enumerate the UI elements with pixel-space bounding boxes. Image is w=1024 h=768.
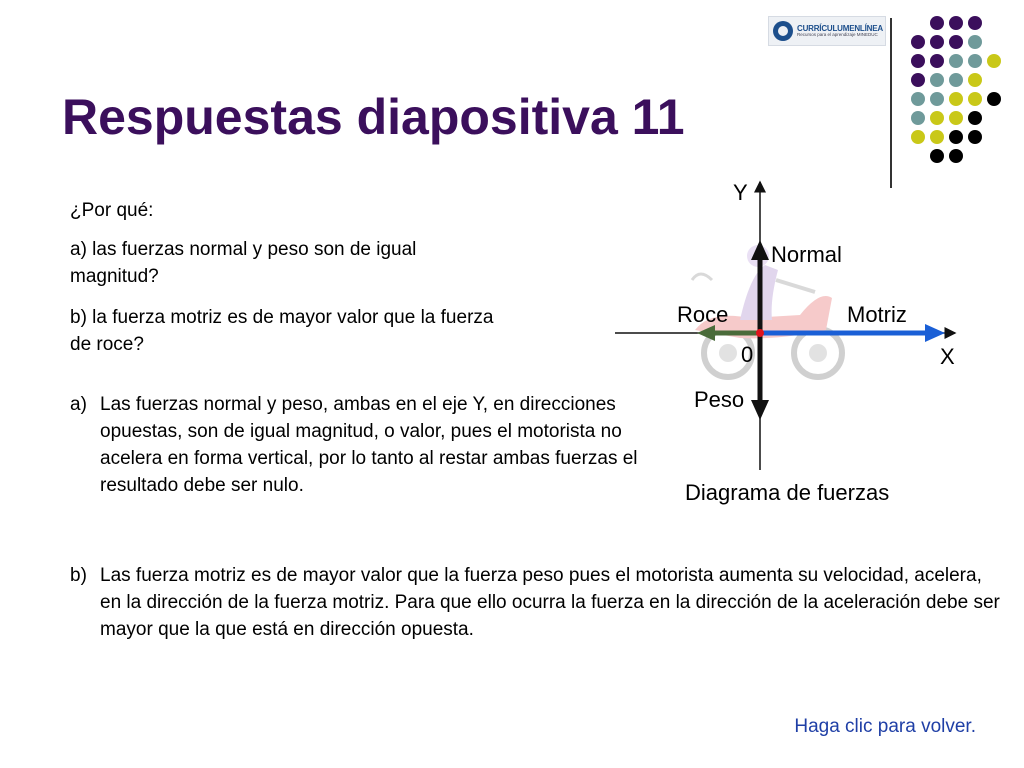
decorative-dot xyxy=(930,111,944,125)
logo-mark-icon xyxy=(773,21,793,41)
decorative-dot xyxy=(911,111,925,125)
diagram-caption: Diagrama de fuerzas xyxy=(685,480,890,505)
page-title: Respuestas diapositiva 11 xyxy=(62,89,685,145)
decorative-dot xyxy=(949,73,963,87)
question-heading: ¿Por qué: xyxy=(70,200,154,221)
decorative-dot xyxy=(949,35,963,49)
answer-a-text: Las fuerzas normal y peso, ambas en el eje Y, en direcciones opuestas, son de igual magnitud, o valor, pues el motorista no acelera en forma vertical, por lo tanto al restar ambas fuerzas el resultado debe ser nulo. xyxy=(100,394,638,496)
y-axis-label: Y xyxy=(733,180,748,205)
x-axis-label: X xyxy=(940,344,955,369)
origin-point xyxy=(756,329,764,337)
normal-label: Normal xyxy=(771,242,842,267)
decorative-dot xyxy=(949,54,963,68)
decorative-dot xyxy=(949,92,963,106)
decorative-dot xyxy=(968,35,982,49)
drive-label: Motriz xyxy=(847,302,907,327)
logo-text xyxy=(797,25,883,38)
weight-arrowhead xyxy=(751,400,769,420)
decorative-dot xyxy=(930,149,944,163)
decorative-dot xyxy=(987,92,1001,106)
logo-tagline: Recursos para el aprendizaje MINEDUC xyxy=(797,31,878,37)
back-link[interactable]: Haga clic para volver. xyxy=(794,716,976,737)
decorative-dots xyxy=(908,14,1008,164)
decorative-dot xyxy=(930,35,944,49)
drive-force-arrowhead xyxy=(925,324,945,342)
question-b: b) la fuerza motriz es de mayor valor que la fuerza de roce? xyxy=(70,307,494,355)
origin-label: 0 xyxy=(741,342,754,367)
answer-b-text: Las fuerza motriz es de mayor valor que la fuerza peso pues el motorista aumenta su velocidad, acelera, en la dirección de la fuerza motriz. Para que ello ocurra la fuerza en la dirección de la aceleración debe ser mayor que la que está en dirección opuesta. xyxy=(100,565,1000,640)
answer-b-label: b) xyxy=(70,565,87,586)
decorative-dot xyxy=(930,73,944,87)
header-divider xyxy=(890,18,892,188)
decorative-dot xyxy=(949,130,963,144)
decorative-dot xyxy=(968,73,982,87)
decorative-dot xyxy=(911,130,925,144)
decorative-dot xyxy=(949,149,963,163)
decorative-dot xyxy=(911,54,925,68)
decorative-dot xyxy=(911,73,925,87)
decorative-dot xyxy=(930,92,944,106)
decorative-dot xyxy=(930,16,944,30)
decorative-dot xyxy=(930,54,944,68)
decorative-dot xyxy=(911,35,925,49)
answer-b xyxy=(70,562,1000,643)
answer-a-label: a) xyxy=(70,394,87,415)
answer-a xyxy=(70,391,640,499)
curriculum-logo xyxy=(768,16,886,46)
decorative-dot xyxy=(968,54,982,68)
decorative-dot xyxy=(949,16,963,30)
decorative-dot xyxy=(930,130,944,144)
weight-label: Peso xyxy=(694,387,745,412)
decorative-dot xyxy=(968,130,982,144)
decorative-dot xyxy=(911,92,925,106)
decorative-dot xyxy=(968,111,982,125)
decorative-dot xyxy=(968,16,982,30)
friction-label: Roce xyxy=(677,302,729,327)
logo-brand: CURRÍCULUMENLÍNEA xyxy=(797,23,883,33)
force-diagram xyxy=(600,170,980,515)
decorative-dot xyxy=(968,92,982,106)
question-a: a) las fuerzas normal y peso son de igual magnitud? xyxy=(70,239,417,287)
decorative-dot xyxy=(987,54,1001,68)
decorative-dot xyxy=(949,111,963,125)
